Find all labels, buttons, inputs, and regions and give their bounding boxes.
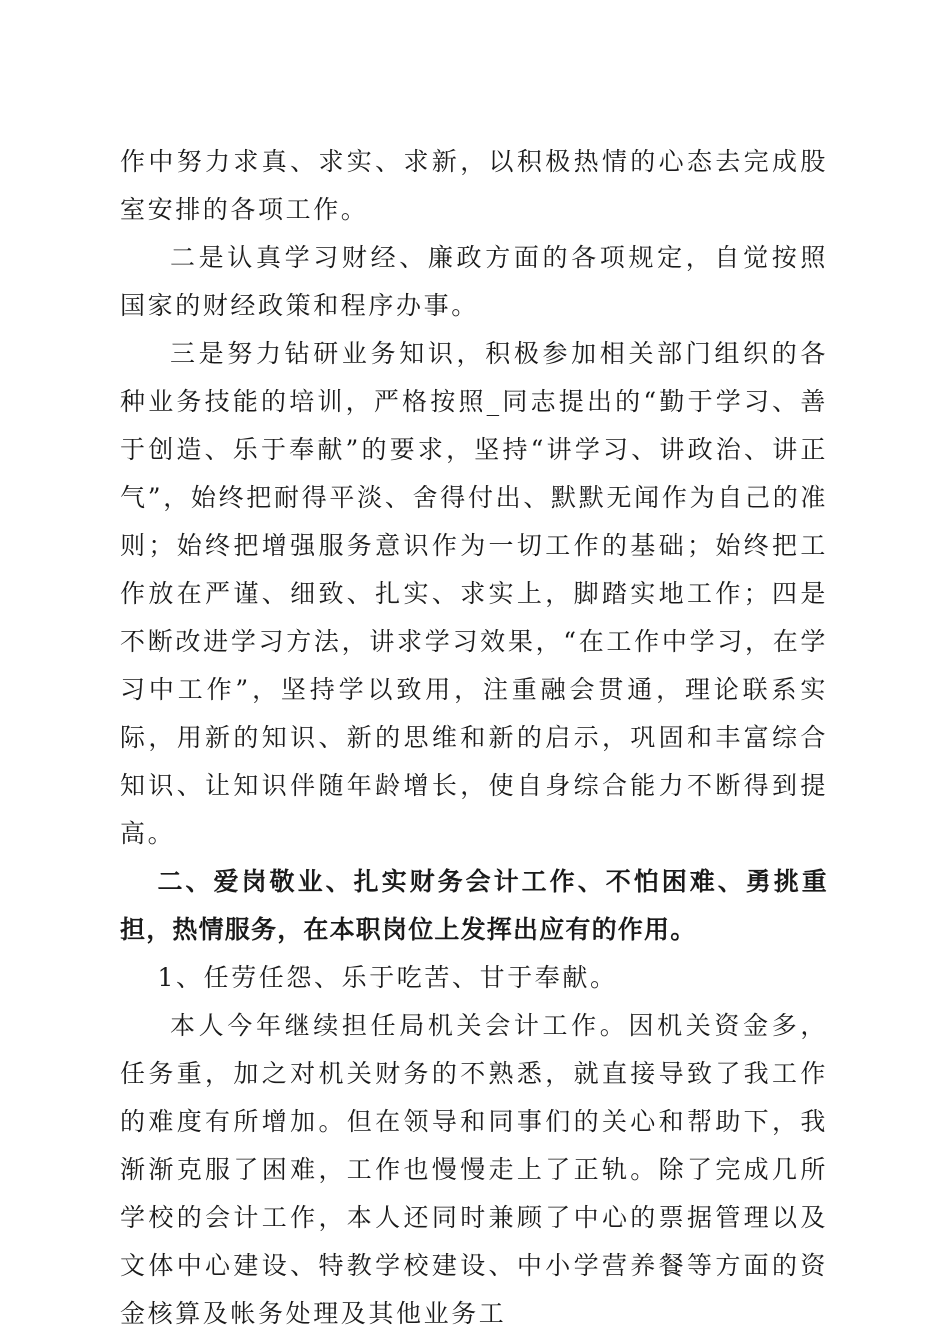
paragraph-accounting-work: 本人今年继续担任局机关会计工作。因机关资金多，任务重，加之对机关财务的不熟悉，就直接导致了我工作的难度有所增加。但在领导和同事们的关心和帮助下，我渐渐克服了困难，工作也慢慢走上了正轨。除了完成几所学校的会计工作，本人还同时兼顾了中心的票据管理以及文体中心建设、特教学校建设、中小学营养餐等方面的资金核算及帐务处理及其他业务工 — [120, 1011, 828, 1328]
document-body — [120, 138, 828, 1338]
paragraph-continuation: 作中努力求真、求实、求新，以积极热情的心态去完成股室安排的各项工作。 — [120, 147, 828, 224]
paragraph-item-two: 二是认真学习财经、廉政方面的各项规定，自觉按照国家的财经政策和程序办事。 — [120, 243, 828, 320]
paragraph-item-three: 三是努力钻研业务知识，积极参加相关部门组织的各种业务技能的培训，严格按照_同志提出的“勤于学习、善于创造、乐于奉献”的要求，坚持“讲学习、讲政治、讲正气”，始终把耐得平淡、舍得付出、默默无闻作为自己的准则；始终把增强服务意识作为一切工作的基础；始终把工作放在严谨、细致、扎实、求实上，脚踏实地工作；四是不断改进学习方法，讲求学习效果，“在工作中学习，在学习中工作”，坚持学以致用，注重融会贯通，理论联系实际，用新的知识、新的思维和新的启示，巩固和丰富综合知识、让知识伴随年龄增长，使自身综合能力不断得到提高。 — [120, 339, 828, 848]
section-heading-two: 二、爱岗敬业、扎实财务会计工作、不怕困难、勇挑重担，热情服务，在本职岗位上发挥出应有的作用。 — [120, 867, 828, 944]
subheading-one: 1、任劳任怨、乐于吃苦、甘于奉献。 — [157, 963, 618, 992]
